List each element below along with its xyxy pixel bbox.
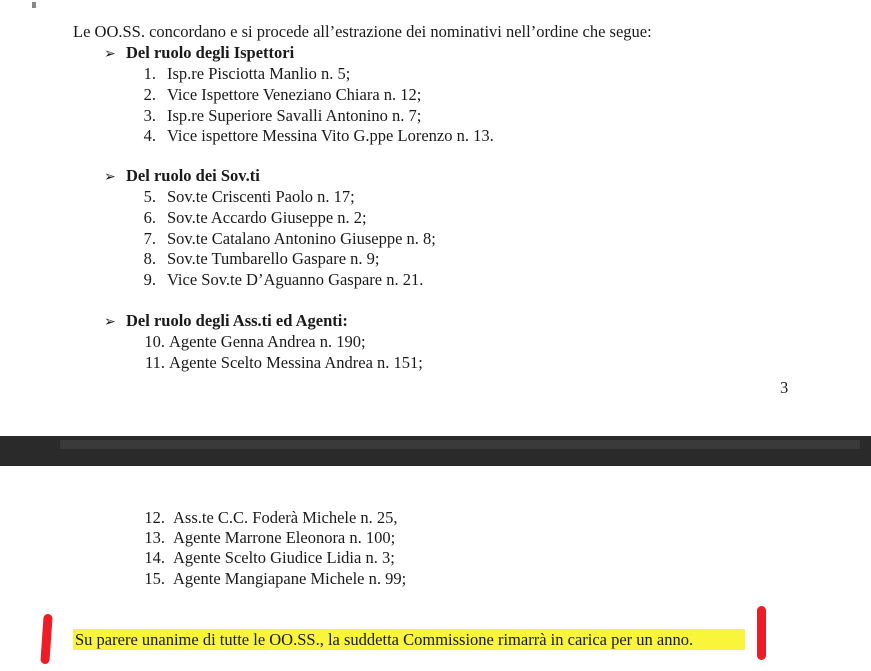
list-item: Ass.te C.C. Foderà Michele n. 25, xyxy=(173,508,398,527)
intro-paragraph: Le OO.SS. concordano e si procede all’estrazione dei nominativi nell’ordine che segue: xyxy=(73,22,652,41)
section-heading-text: Del ruolo dei Sov.ti xyxy=(126,166,260,185)
section-heading-assti-agenti xyxy=(104,311,348,332)
list-item-number: 4. xyxy=(143,126,156,145)
page-number: 3 xyxy=(780,378,789,397)
list-item: Sov.te Criscenti Paolo n. 17; xyxy=(167,187,355,206)
section-heading-ispettori xyxy=(104,43,294,64)
arrowhead-bullet-icon: ➢ xyxy=(104,169,116,185)
highlighted-sentence: Su parere unanime di tutte le OO.SS., la suddetta Commissione rimarrà in carica per un anno. xyxy=(75,630,694,649)
list-item: Agente Marrone Eleonora n. 100; xyxy=(173,528,396,547)
list-item: Sov.te Tumbarello Gaspare n. 9; xyxy=(167,249,380,268)
list-item: Agente Scelto Giudice Lidia n. 3; xyxy=(173,548,395,567)
page-separator xyxy=(0,436,871,466)
list-item: Vice Sov.te D’Aguanno Gaspare n. 21. xyxy=(167,270,424,289)
list-item: Isp.re Superiore Savalli Antonino n. 7; xyxy=(167,106,422,125)
list-item-number: 14. xyxy=(144,548,165,567)
list-item-number: 8. xyxy=(143,249,156,268)
list-item: Sov.te Accardo Giuseppe n. 2; xyxy=(167,208,367,227)
arrowhead-bullet-icon: ➢ xyxy=(104,46,116,62)
list-item: Agente Genna Andrea n. 190; xyxy=(169,332,366,351)
section-heading-text: Del ruolo degli Ass.ti ed Agenti: xyxy=(126,311,348,330)
list-item: Isp.re Pisciotta Manlio n. 5; xyxy=(167,64,351,83)
bleed-through-text xyxy=(60,440,860,449)
list-item-number: 13. xyxy=(144,528,165,547)
list-item-number: 6. xyxy=(143,208,156,227)
section-heading-text: Del ruolo degli Ispettori xyxy=(126,43,295,62)
section-heading-sovti xyxy=(104,166,260,187)
scan-mark xyxy=(32,2,36,8)
list-item-number: 9. xyxy=(143,270,156,289)
list-item-number: 12. xyxy=(144,508,165,527)
list-item-number: 15. xyxy=(144,569,165,588)
list-item-number: 10. xyxy=(144,332,165,351)
list-item: Agente Mangiapane Michele n. 99; xyxy=(173,569,407,588)
list-item-number: 11. xyxy=(144,353,165,372)
list-item: Sov.te Catalano Antonino Giuseppe n. 8; xyxy=(167,229,436,248)
red-marker-stroke-right xyxy=(757,606,766,660)
list-item: Vice Ispettore Veneziano Chiara n. 12; xyxy=(167,85,422,104)
list-item-number: 7. xyxy=(143,229,156,248)
arrowhead-bullet-icon: ➢ xyxy=(104,314,116,330)
list-item-number: 1. xyxy=(143,64,156,83)
list-item: Vice ispettore Messina Vito G.ppe Lorenzo n. 13. xyxy=(167,126,494,145)
list-item: Agente Scelto Messina Andrea n. 151; xyxy=(169,353,423,372)
list-item-number: 3. xyxy=(143,106,156,125)
list-item-number: 5. xyxy=(143,187,156,206)
list-item-number: 2. xyxy=(143,85,156,104)
